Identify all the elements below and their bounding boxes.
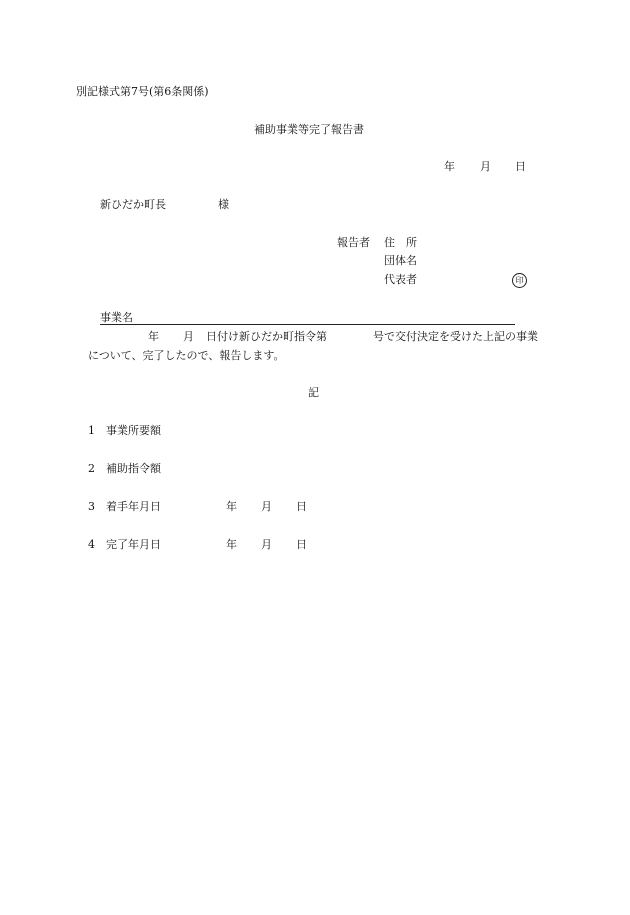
reporter-organization-label: 団体名 (384, 254, 417, 267)
project-name-underline (100, 324, 515, 325)
completion-date-day: 日 (296, 538, 307, 551)
item-label-subsidy-amount: 補助指令額 (106, 462, 161, 475)
body-month: 月 (183, 330, 194, 343)
body-day-clause: 日付け新ひだか町指令第 (206, 330, 327, 343)
completion-date-year: 年 (226, 538, 237, 551)
start-date-day: 日 (296, 500, 307, 513)
item-number: 1 (88, 424, 95, 437)
item-number: 4 (88, 538, 95, 551)
addressee-name: 新ひだか町長 (100, 198, 166, 211)
document-title: 補助事業等完了報告書 (254, 123, 364, 136)
addressee-honorific: 様 (218, 198, 229, 211)
seal-icon: 印 (512, 273, 527, 288)
item-number: 2 (88, 462, 95, 475)
ki-heading: 記 (308, 386, 319, 399)
form-label: 別記様式第7号(第6条関係) (76, 85, 209, 98)
reporter-representative-label: 代表者 (384, 273, 417, 286)
date-month: 月 (480, 160, 491, 173)
reporter-label: 報告者 (337, 236, 370, 249)
body-number-clause: 号で交付決定を受けた上記の事業 (373, 330, 538, 343)
completion-date-month: 月 (261, 538, 272, 551)
body-line-2: について、完了したので、報告します。 (88, 349, 285, 362)
date-year: 年 (444, 160, 455, 173)
reporter-address-label: 住 所 (384, 236, 417, 249)
item-number: 3 (88, 500, 95, 513)
item-label-completion-date: 完了年月日 (106, 538, 161, 551)
item-label-required-cost: 事業所要額 (106, 424, 161, 437)
start-date-year: 年 (226, 500, 237, 513)
date-day: 日 (515, 160, 526, 173)
item-label-start-date: 着手年月日 (106, 500, 161, 513)
project-name-label: 事業名 (100, 311, 133, 324)
body-year: 年 (148, 330, 159, 343)
start-date-month: 月 (261, 500, 272, 513)
